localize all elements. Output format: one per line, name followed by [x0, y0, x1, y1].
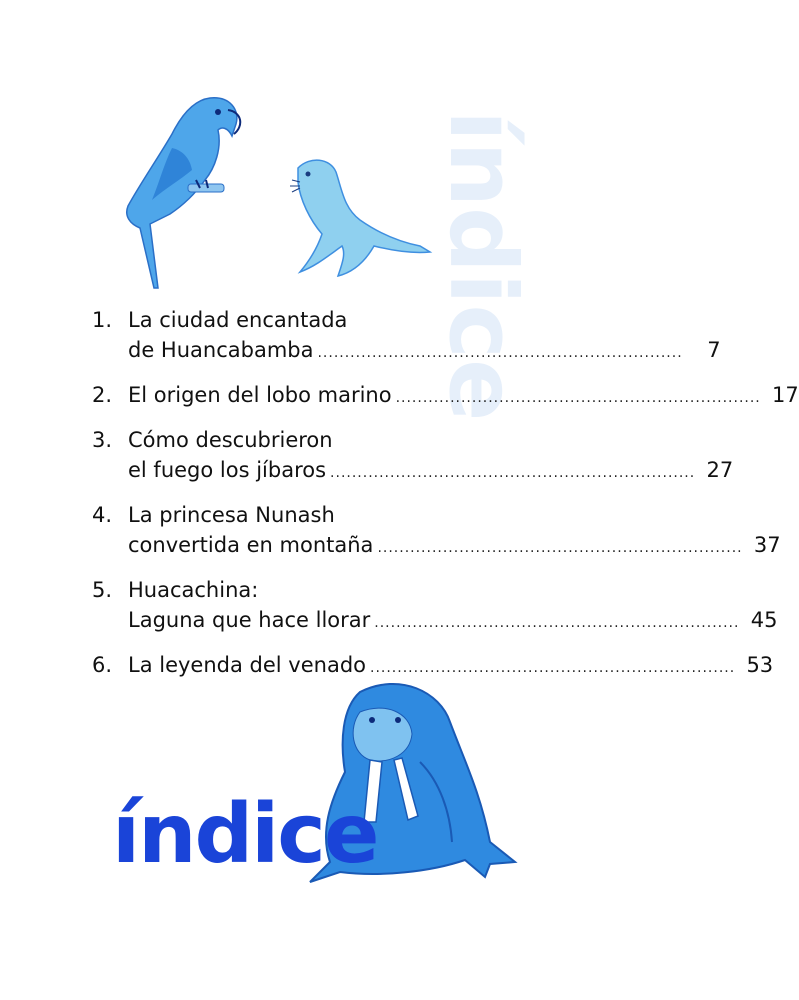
- ghost-title-letters: índice: [429, 110, 536, 422]
- page-number: 27: [706, 458, 734, 482]
- entry-title-line: La princesa Nunash: [128, 503, 335, 527]
- index-title-text: índice: [112, 787, 378, 882]
- entry-title-line: Huacachina:: [128, 578, 259, 602]
- toc-entry[interactable]: [92, 305, 721, 368]
- entry-number: 1.: [92, 308, 113, 332]
- table-of-contents: [92, 305, 799, 695]
- entry-number: 6.: [92, 653, 113, 677]
- entry-title-line: La leyenda del venado: [128, 653, 366, 677]
- toc-entry[interactable]: [92, 380, 799, 413]
- entry-title-line: Cómo descubrieron: [128, 428, 333, 452]
- entry-number: 3.: [92, 428, 113, 452]
- page-number: 7: [707, 338, 721, 362]
- entry-title-line: convertida en montaña: [128, 533, 374, 557]
- entry-title-line: de Huancabamba: [128, 338, 314, 362]
- page-number: 37: [753, 533, 781, 557]
- index-title: [112, 787, 412, 882]
- entry-title-line: el fuego los jíbaros: [128, 458, 327, 482]
- leader-dots: ...................................................................: [330, 465, 696, 481]
- entry-title-line: Laguna que hace llorar: [128, 608, 371, 632]
- leader-dots: ...................................................................: [377, 540, 743, 556]
- page-number: 17: [772, 383, 799, 407]
- parrot-illustration: [110, 88, 250, 293]
- entry-title-line: La ciudad encantada: [128, 308, 348, 332]
- page-number: 53: [746, 653, 774, 677]
- toc-entry[interactable]: [92, 575, 778, 638]
- entry-number: 2.: [92, 383, 113, 407]
- leader-dots: ...................................................................: [395, 390, 761, 406]
- leader-dots: ...................................................................: [374, 615, 740, 631]
- entry-number: 4.: [92, 503, 113, 527]
- page-number: 45: [750, 608, 778, 632]
- entry-title-line: El origen del lobo marino: [128, 383, 392, 407]
- entry-number: 5.: [92, 578, 113, 602]
- leader-dots: ...................................................................: [317, 345, 683, 361]
- toc-entry[interactable]: [92, 425, 734, 488]
- leader-dots: ...................................................................: [370, 660, 736, 676]
- toc-entry[interactable]: [92, 500, 781, 563]
- sea-lion-illustration: [270, 150, 440, 285]
